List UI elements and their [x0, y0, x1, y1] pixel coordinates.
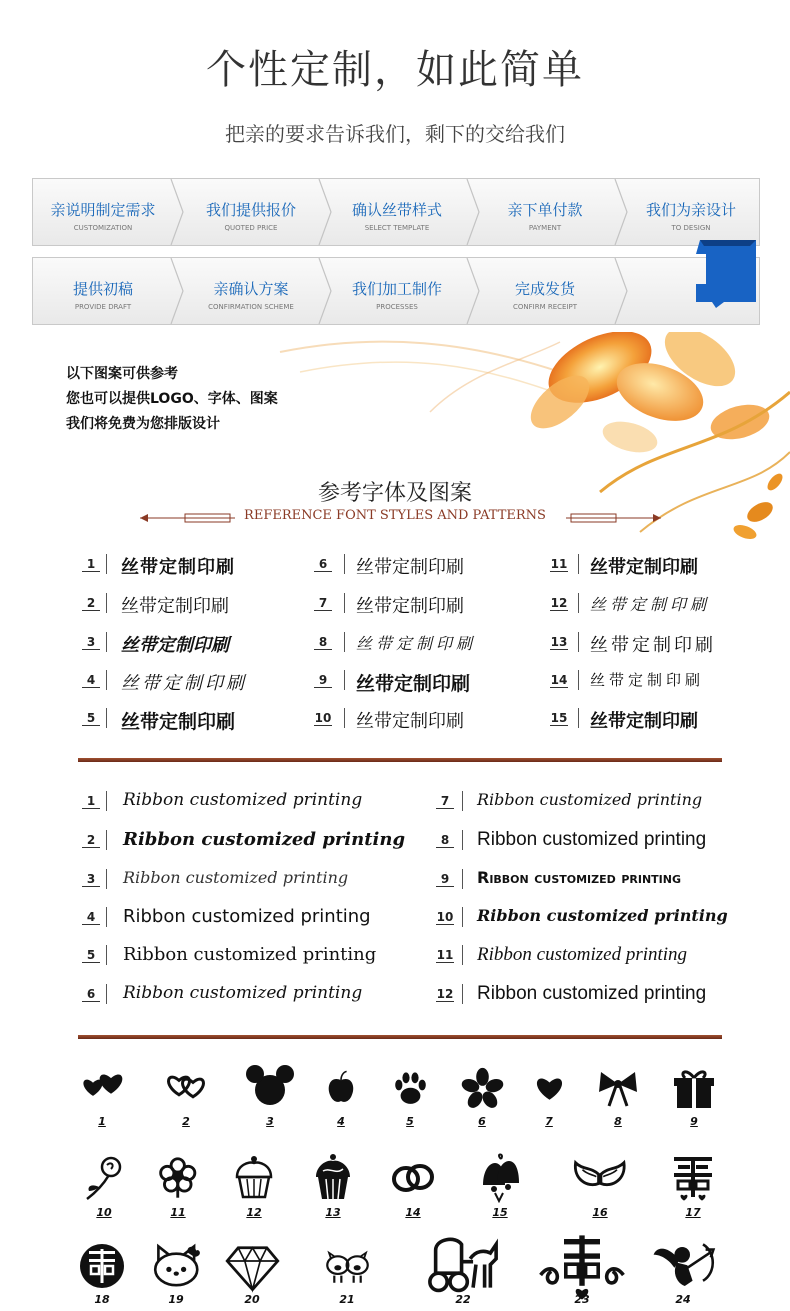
- step-label: 确认丝带样式: [351, 201, 442, 219]
- section-divider: [78, 758, 722, 762]
- font-sample-text: 丝带定制印刷: [356, 634, 477, 653]
- step-sublabel: PROVIDE DRAFT: [74, 303, 132, 311]
- pigs-icon: [320, 1244, 375, 1288]
- font-sample-text: 丝带定制印刷: [121, 635, 229, 656]
- step-label: 完成发货: [514, 280, 575, 298]
- linked-hearts-icon: [161, 1064, 211, 1114]
- sample-number: 5: [82, 948, 100, 963]
- intro-line: 您也可以提供LOGO、字体、图案: [66, 391, 278, 407]
- pattern-number: 17: [685, 1206, 701, 1219]
- sample-number: 9: [436, 872, 454, 887]
- sample-number: 12: [550, 596, 568, 610]
- font-sample-text: 丝带定制印刷: [356, 557, 464, 578]
- carriage-icon: [418, 1230, 508, 1302]
- separator: [106, 830, 107, 850]
- pattern-number: 8: [614, 1115, 622, 1128]
- separator: [462, 984, 463, 1004]
- separator: [462, 830, 463, 850]
- separator: [578, 670, 579, 690]
- step-label: 亲下单付款: [507, 201, 583, 219]
- sample-number: 4: [82, 673, 100, 688]
- pattern-number: 21: [339, 1293, 355, 1306]
- step-label: 我们提供报价: [205, 201, 296, 219]
- pattern-number: 2: [182, 1115, 190, 1128]
- step-sublabel: PROCESSES: [376, 303, 418, 311]
- kitty-icon: [150, 1240, 203, 1293]
- cupcake-icon: [229, 1153, 279, 1203]
- font-sample-text: 丝带定制印刷: [121, 673, 247, 694]
- pattern-number: 9: [690, 1115, 698, 1128]
- bow-icon: [593, 1064, 643, 1114]
- sample-number: 7: [314, 596, 332, 611]
- font-sample-text: 丝带定制印刷: [121, 711, 236, 733]
- font-sample-text: 丝带定制印刷: [356, 711, 464, 732]
- reference-subtitle: REFERENCE FONT STYLES AND PATTERNS: [244, 508, 546, 523]
- step-sublabel: SELECT TEMPLATE: [364, 224, 430, 232]
- pattern-number: 14: [405, 1206, 421, 1219]
- font-sample-text: Ribbon customized printing: [123, 790, 363, 810]
- sample-number: 15: [550, 711, 568, 725]
- font-sample-text: Ribbon customized printing: [477, 829, 707, 850]
- separator: [106, 869, 107, 889]
- pattern-number: 5: [406, 1115, 414, 1128]
- separator: [462, 869, 463, 889]
- step-provide-draft: [33, 258, 173, 324]
- font-sample-text: Ribbon customized printing: [123, 906, 371, 927]
- pattern-number: 19: [168, 1293, 184, 1306]
- sample-number: 5: [82, 711, 100, 726]
- sample-number: 6: [82, 987, 100, 1002]
- separator: [106, 791, 107, 811]
- sample-number: 6: [314, 557, 332, 572]
- separator: [462, 945, 463, 965]
- sample-number: 2: [82, 596, 100, 611]
- pattern-number: 1: [98, 1115, 106, 1128]
- step-sublabel: CONFIRM RECEIPT: [512, 303, 577, 311]
- step-confirmation-scheme: [183, 258, 319, 324]
- font-sample-text: Ribbon customized printing: [477, 983, 707, 1004]
- separator: [106, 907, 107, 927]
- sample-number: 3: [82, 635, 100, 650]
- step-confirm-receipt: [477, 258, 613, 324]
- sample-number: 1: [82, 794, 100, 809]
- intro-line: 以下图案可供参考: [66, 366, 178, 382]
- step-quoted-price: [183, 179, 319, 245]
- font-sample-text: Ribbon customized printing: [123, 983, 363, 1003]
- step-label: 提供初稿: [72, 280, 133, 298]
- step-to-design: [623, 179, 759, 245]
- separator: [106, 632, 107, 652]
- font-sample-text: Ribbon customized printing: [123, 944, 377, 965]
- step-label: 我们为亲设计: [645, 201, 736, 219]
- double-happiness-circle-icon: [77, 1241, 127, 1291]
- separator: [106, 708, 107, 728]
- separator: [344, 632, 345, 652]
- font-sample-text: Ribbon customized printing: [477, 906, 728, 925]
- page-title: 个性定制，如此简单: [206, 47, 584, 93]
- cupcake-swirl-icon: [308, 1153, 358, 1203]
- separator: [462, 907, 463, 927]
- sample-number: 11: [436, 948, 454, 962]
- separator: [106, 670, 107, 690]
- step-sublabel: QUOTED PRICE: [224, 224, 278, 232]
- step-label: 亲说明制定需求: [50, 201, 156, 219]
- pattern-number: 23: [574, 1293, 590, 1306]
- intro-line: 我们将免费为您排版设计: [66, 416, 220, 432]
- bells-icon: [475, 1153, 525, 1203]
- separator: [462, 791, 463, 811]
- sample-number: 12: [436, 987, 454, 1001]
- pattern-number: 24: [675, 1293, 691, 1306]
- sample-number: 8: [436, 833, 454, 848]
- rose-icon: [79, 1153, 129, 1203]
- separator: [106, 984, 107, 1004]
- pattern-number: 18: [94, 1293, 110, 1306]
- sample-number: 1: [82, 557, 100, 572]
- step-select-template: [329, 179, 465, 245]
- pattern-number: 20: [244, 1293, 260, 1306]
- pattern-number: 16: [592, 1206, 608, 1219]
- separator: [344, 554, 345, 574]
- sample-number: 9: [314, 673, 332, 688]
- font-sample-text: 丝带定制印刷: [121, 557, 235, 578]
- paw-icon: [388, 1067, 433, 1112]
- pattern-number: 11: [170, 1206, 186, 1219]
- wings-icon: [571, 1149, 629, 1207]
- font-sample-text: 丝带定制印刷: [356, 596, 464, 617]
- separator: [106, 554, 107, 574]
- sample-number: 13: [550, 635, 568, 649]
- font-sample-text: Ribbon customized printing: [477, 944, 688, 965]
- font-sample-text: Ribbon customized printing: [123, 868, 349, 887]
- reference-title: 参考字体及图案: [317, 481, 472, 506]
- step-sublabel: CONFIRMATION SCHEME: [208, 303, 294, 311]
- font-sample-text: 丝带定制印刷: [590, 711, 698, 732]
- step-payment: [477, 179, 613, 245]
- ornament-right-icon: [566, 512, 661, 524]
- step-label: 亲确认方案: [213, 280, 289, 298]
- font-sample-text: 丝带定制印刷: [590, 635, 716, 656]
- page-subtitle: 把亲的要求告诉我们，剩下的交给我们: [225, 122, 565, 146]
- pattern-number: 10: [96, 1206, 112, 1219]
- section-divider: [78, 1035, 722, 1039]
- font-sample-text: 丝带定制印刷: [590, 557, 698, 578]
- return-arrow-icon: [694, 240, 756, 308]
- process-steps-row-1: [32, 178, 760, 246]
- sample-number: 10: [314, 711, 332, 725]
- separator: [578, 632, 579, 652]
- separator: [106, 945, 107, 965]
- sample-number: 4: [82, 910, 100, 925]
- step-customization: [33, 179, 173, 245]
- pattern-number: 3: [266, 1115, 274, 1128]
- pattern-number: 6: [478, 1115, 486, 1128]
- process-steps-row-2: [32, 257, 760, 325]
- sample-number: 11: [550, 557, 568, 571]
- step-sublabel: TO DESIGN: [671, 224, 711, 232]
- double-happiness-icon: [668, 1153, 718, 1203]
- separator: [578, 554, 579, 574]
- blossom-icon: [460, 1067, 505, 1112]
- font-sample-text: Ribbon customized printing: [477, 868, 681, 887]
- font-sample-text: Ribbon customized printing: [123, 829, 406, 850]
- step-processes: [329, 258, 465, 324]
- gift-icon: [669, 1064, 719, 1114]
- pattern-number: 4: [337, 1115, 345, 1128]
- separator: [344, 593, 345, 613]
- pattern-number: 12: [246, 1206, 262, 1219]
- sample-number: 2: [82, 833, 100, 848]
- heart-icon: [527, 1067, 572, 1112]
- pattern-number: 13: [325, 1206, 341, 1219]
- font-sample-text: Ribbon customized printing: [477, 790, 703, 809]
- diamond-icon: [225, 1239, 280, 1294]
- font-sample-text: 丝带定制印刷: [356, 673, 471, 695]
- font-sample-text: 丝带定制印刷: [121, 596, 229, 617]
- step-label: 我们加工制作: [351, 280, 442, 298]
- apple-icon: [321, 1069, 361, 1109]
- sample-number: 3: [82, 872, 100, 887]
- separator: [344, 708, 345, 728]
- pattern-number: 22: [455, 1293, 471, 1306]
- step-sublabel: CUSTOMIZATION: [73, 224, 133, 232]
- sample-number: 10: [436, 910, 454, 924]
- font-sample-text: 丝带定制印刷: [590, 671, 705, 689]
- sample-number: 8: [314, 635, 332, 650]
- pattern-number: 7: [545, 1115, 553, 1128]
- sample-number: 14: [550, 673, 568, 687]
- step-sublabel: PAYMENT: [528, 224, 562, 232]
- separator: [578, 708, 579, 728]
- cupid-icon: [651, 1234, 716, 1299]
- font-sample-text: 丝带定制印刷: [590, 595, 711, 614]
- separator: [106, 593, 107, 613]
- intro-text: [66, 362, 278, 437]
- pattern-number: 15: [492, 1206, 508, 1219]
- chevron-right-icon: [613, 258, 629, 324]
- flower-icon: [154, 1154, 202, 1202]
- sample-number: 7: [436, 794, 454, 809]
- wedding-rings-icon: [388, 1153, 438, 1203]
- separator: [344, 670, 345, 690]
- mouse-head-icon: [245, 1064, 295, 1114]
- two-hearts-icon: [77, 1064, 127, 1114]
- separator: [578, 593, 579, 613]
